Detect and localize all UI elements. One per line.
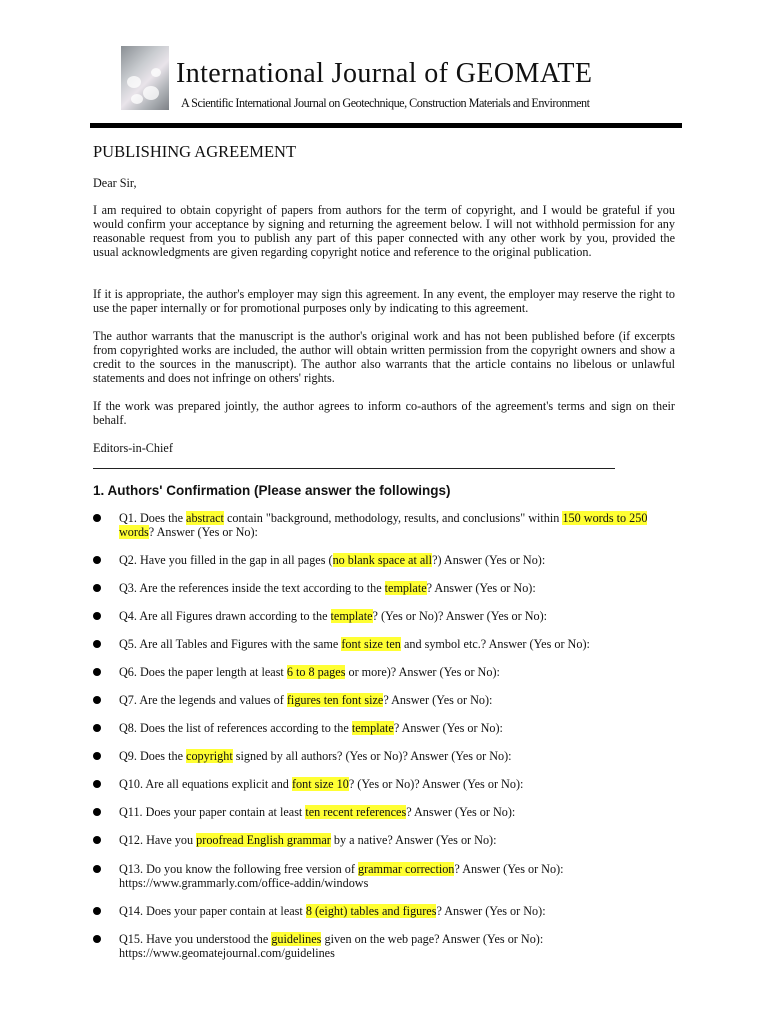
reference-url: https://www.grammarly.com/office-addin/windows: [119, 876, 369, 890]
bullet-icon: [93, 780, 101, 788]
question-prefix: Q7. Are the legends and values of: [119, 693, 287, 707]
question-text: [119, 609, 683, 623]
reference-url: https://www.geomatejournal.com/guidelines: [119, 946, 335, 960]
question-text: [119, 749, 683, 763]
question-text: [119, 862, 683, 890]
highlighted-term: no blank space at all: [332, 553, 433, 567]
question-prefix: Q14. Does your paper contain at least: [119, 904, 306, 918]
question-item: [93, 581, 683, 595]
bullet-icon: [93, 724, 101, 732]
highlighted-term: font size 10: [291, 777, 349, 791]
question-suffix: contain "background, methodology, results, and conclusions" within: [223, 511, 563, 525]
bullet-icon: [93, 935, 101, 943]
question-suffix: signed by all authors? (Yes or No)? Answer (Yes or No):: [232, 749, 512, 763]
question-prefix: Q9. Does the: [119, 749, 187, 763]
bullet-icon: [93, 836, 101, 844]
question-prefix: Q4. Are all Figures drawn according to the: [119, 609, 331, 623]
highlighted-term: guidelines: [271, 932, 322, 946]
highlighted-term: proofread English grammar: [196, 833, 331, 847]
question-suffix: ? Answer (Yes or No):: [436, 904, 546, 918]
question-text: [119, 511, 683, 539]
header-divider: [90, 123, 682, 128]
highlighted-term: ten recent references: [305, 805, 407, 819]
question-suffix: given on the web page? Answer (Yes or No):: [321, 932, 544, 946]
paragraph-3: The author warrants that the manuscript is the author's original work and has not been published before (if excerpts from copyrighted works are included, the author will obtain written permission from the copyright owners and show a credit to the sources in the manuscript). The author also warrants that the article contains no libelous or unlawful statements and does not infringe on others' rights.: [93, 329, 675, 385]
question-item: [93, 553, 683, 567]
question-suffix: ? Answer (Yes or No):: [148, 525, 258, 539]
bullet-icon: [93, 865, 101, 873]
bullet-icon: [93, 514, 101, 522]
question-item: [93, 904, 683, 918]
question-suffix: ? Answer (Yes or No):: [383, 693, 493, 707]
signatory: Editors-in-Chief: [93, 441, 173, 455]
document-title: PUBLISHING AGREEMENT: [93, 142, 297, 161]
question-suffix: ? Answer (Yes or No):: [426, 581, 536, 595]
question-suffix: by a native? Answer (Yes or No):: [330, 833, 497, 847]
bullet-icon: [93, 584, 101, 592]
bullet-icon: [93, 907, 101, 915]
question-item: [93, 777, 683, 791]
paragraph-1: I am required to obtain copyright of papers from authors for the term of copyright, and I would be grateful if you would confirm your acceptance by signing and returning the agreement below. I will not withhold permission for any reasonable request from you to publish any part of this paper connected with any other work by you, provided the usual acknowledgments are given regarding copyright notice and reference to the original publication.: [93, 203, 675, 259]
highlighted-term: template: [384, 581, 427, 595]
question-suffix: and symbol etc.? Answer (Yes or No):: [400, 637, 590, 651]
signature-line: [93, 468, 615, 469]
question-prefix: Q12. Have you: [119, 833, 197, 847]
question-item: [93, 665, 683, 679]
journal-title: International Journal of GEOMATE: [176, 58, 593, 89]
question-item: [93, 609, 683, 623]
bullet-icon: [93, 640, 101, 648]
question-item: [93, 932, 683, 960]
journal-logo: [121, 46, 169, 110]
question-text: [119, 904, 683, 918]
question-suffix: or more)? Answer (Yes or No):: [345, 665, 500, 679]
highlighted-term: figures ten font size: [286, 693, 384, 707]
paragraph-2: If it is appropriate, the author's employer may sign this agreement. In any event, the employer may reserve the right to use the paper internally or for promotional purposes only by indicating to this agreement.: [93, 287, 675, 315]
question-text: [119, 777, 683, 791]
question-suffix: ? (Yes or No)? Answer (Yes or No):: [372, 609, 548, 623]
question-suffix: ?) Answer (Yes or No):: [432, 553, 546, 567]
question-item: [93, 749, 683, 763]
highlighted-term: font size ten: [341, 637, 401, 651]
question-text: [119, 805, 683, 819]
question-item: [93, 693, 683, 707]
question-prefix: Q5. Are all Tables and Figures with the same: [119, 637, 342, 651]
highlighted-term: template: [330, 609, 373, 623]
highlighted-term: 8 (eight) tables and figures: [305, 904, 437, 918]
highlighted-term: template: [351, 721, 394, 735]
highlighted-term: copyright: [186, 749, 233, 763]
greeting: Dear Sir,: [93, 176, 137, 190]
question-item: [93, 721, 683, 735]
highlighted-term: 150 words to 250 words: [119, 511, 648, 539]
bullet-icon: [93, 556, 101, 564]
question-prefix: Q11. Does your paper contain at least: [119, 805, 306, 819]
bullet-icon: [93, 668, 101, 676]
question-prefix: Q8. Does the list of references according to the: [119, 721, 352, 735]
question-text: [119, 637, 683, 651]
question-prefix: Q6. Does the paper length at least: [119, 665, 287, 679]
highlighted-term: grammar correction: [357, 862, 455, 876]
journal-subtitle: A Scientific International Journal on Geotechnique, Construction Materials and Environment: [181, 96, 590, 110]
question-text: [119, 581, 683, 595]
question-item: [93, 805, 683, 819]
question-item: [93, 862, 683, 890]
question-prefix: Q15. Have you understood the: [119, 932, 272, 946]
question-text: [119, 553, 683, 567]
section-title: 1. Authors' Confirmation (Please answer the followings): [93, 483, 451, 498]
question-prefix: Q3. Are the references inside the text according to the: [119, 581, 385, 595]
question-text: [119, 665, 683, 679]
paragraph-4: If the work was prepared jointly, the author agrees to inform co-authors of the agreement's terms and sign on their behalf.: [93, 399, 675, 427]
question-prefix: Q10. Are all equations explicit and: [119, 777, 292, 791]
question-item: [93, 511, 683, 539]
question-prefix: Q2. Have you filled in the gap in all pages (: [119, 553, 333, 567]
question-suffix: ? Answer (Yes or No):: [393, 721, 503, 735]
highlighted-term: 6 to 8 pages: [286, 665, 346, 679]
question-prefix: Q1. Does the: [119, 511, 187, 525]
question-text: [119, 932, 683, 960]
question-text: [119, 833, 683, 847]
question-suffix: ? Answer (Yes or No):: [406, 805, 516, 819]
question-text: [119, 721, 683, 735]
question-text: [119, 693, 683, 707]
highlighted-term: abstract: [186, 511, 224, 525]
bullet-icon: [93, 612, 101, 620]
question-item: [93, 833, 683, 847]
question-item: [93, 637, 683, 651]
question-suffix: ? Answer (Yes or No):: [454, 862, 564, 876]
bullet-icon: [93, 808, 101, 816]
bullet-icon: [93, 696, 101, 704]
question-suffix: ? (Yes or No)? Answer (Yes or No):: [348, 777, 524, 791]
bullet-icon: [93, 752, 101, 760]
question-prefix: Q13. Do you know the following free version of: [119, 862, 358, 876]
